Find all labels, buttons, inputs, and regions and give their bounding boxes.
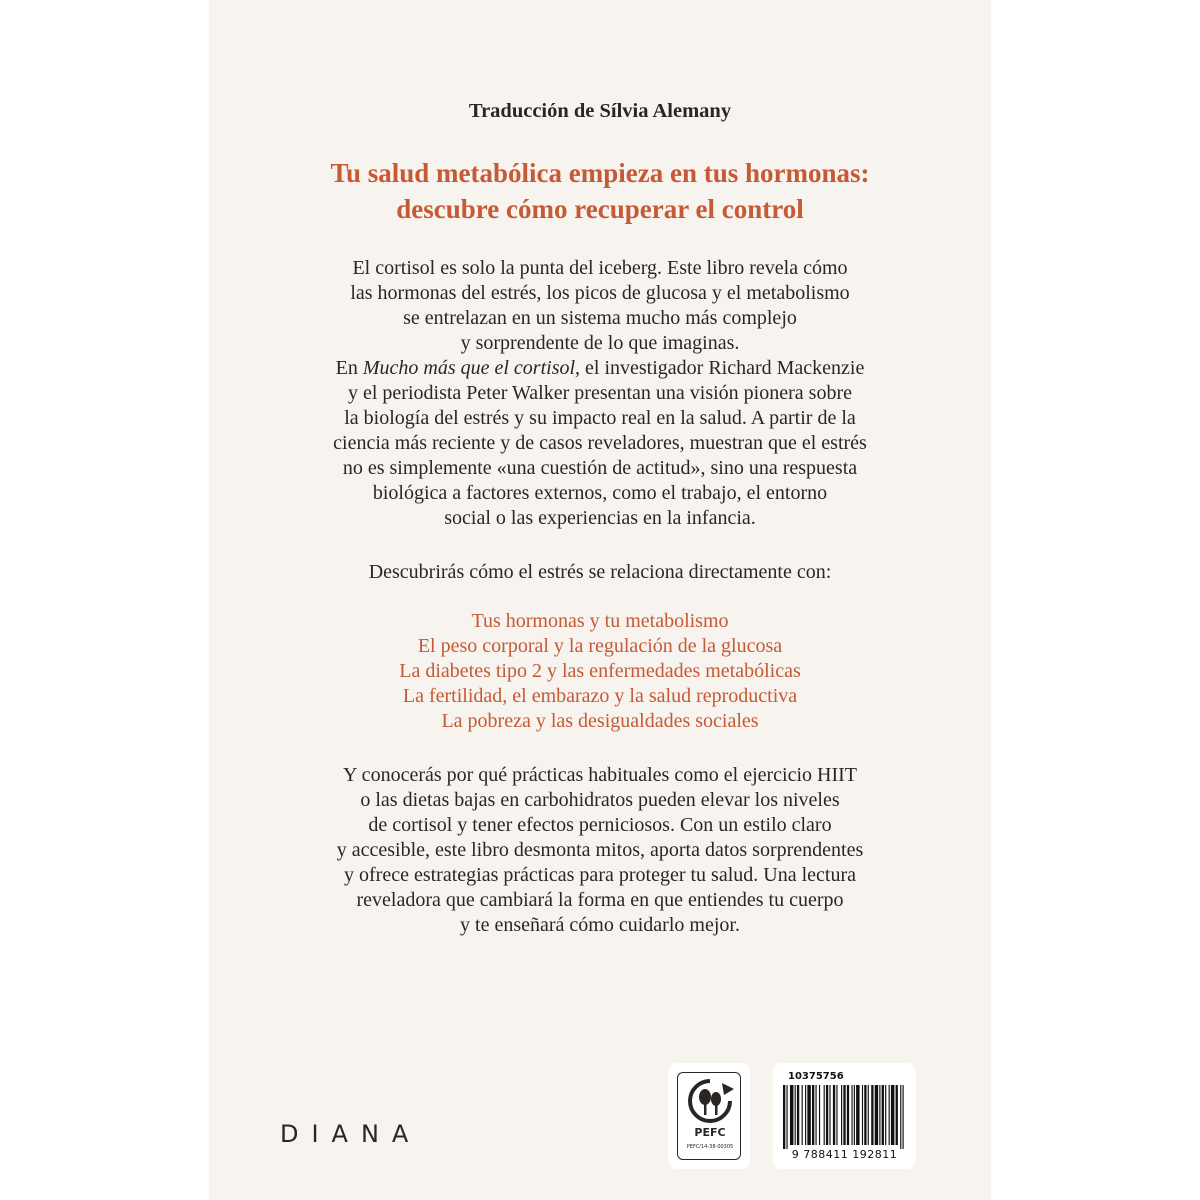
barcode-bar: [847, 1085, 849, 1145]
isbn-number: 9 788411 192811: [791, 1148, 898, 1161]
barcode-bar: [836, 1085, 837, 1145]
paragraph-line: y accesible, este libro desmonta mitos, aporta datos sorprendentes: [336, 839, 864, 861]
paragraph-line: y el periodista Peter Walker presentan una visión pionera sobre: [348, 382, 852, 404]
barcode-bar: [833, 1085, 835, 1145]
book-back-cover: [209, 0, 991, 1200]
barcode-bar: [805, 1085, 806, 1145]
paragraph-line: biológica a factores externos, como el trabajo, el entorno: [372, 482, 828, 504]
paragraph-line: reveladora que cambiará la forma en que entiendes tu cuerpo: [356, 889, 844, 911]
product-code: 10375756: [788, 1071, 844, 1082]
barcode-bar: [882, 1085, 884, 1145]
barcode-bar: [829, 1085, 830, 1145]
pefc-certification-badge: [668, 1063, 750, 1169]
barcode-bar: [896, 1085, 898, 1145]
barcode-bar: [851, 1085, 852, 1145]
barcode-bar: [891, 1085, 894, 1145]
headline-line: Tu salud metabólica empieza en tus hormonas:: [330, 158, 870, 188]
description-paragraph: [209, 256, 991, 531]
barcode-bar: [885, 1085, 886, 1145]
list-item: La fertilidad, el embarazo y la salud reproductiva: [402, 685, 798, 707]
barcode-bar: [795, 1085, 796, 1145]
barcode-bar: [824, 1085, 825, 1145]
list-item: El peso corporal y la regulación de la glucosa: [417, 635, 783, 657]
list-intro: [209, 560, 991, 585]
paragraph-line: se entrelazan en un sistema mucho más complejo: [403, 307, 797, 329]
list-item: La diabetes tipo 2 y las enfermedades metabólicas: [399, 660, 801, 682]
book-title-prefix: En: [335, 357, 363, 379]
publisher-logo: DIANA: [280, 1120, 422, 1148]
barcode-bar: [900, 1085, 901, 1149]
barcode-bar: [879, 1085, 880, 1145]
barcode-bar: [903, 1085, 904, 1149]
barcode-bar: [819, 1085, 820, 1145]
barcode-bar: [826, 1085, 828, 1145]
barcode-bar: [786, 1085, 787, 1149]
paragraph-line: Y conocerás por qué prácticas habituales como el ejercicio HIIT: [342, 764, 858, 786]
barcode-bar: [841, 1085, 842, 1145]
list-intro-text: Descubrirás cómo el estrés se relaciona directamente con:: [368, 561, 832, 583]
book-title: Mucho más que el cortisol: [362, 357, 576, 379]
paragraph-line: las hormonas del estrés, los picos de glucosa y el metabolismo: [350, 282, 850, 304]
barcode-panel: [773, 1063, 916, 1169]
pefc-tree-icon: [678, 1075, 742, 1127]
list-item: La pobreza y las desigualdades sociales: [441, 710, 759, 732]
pefc-code: PEFC/14-38-00305: [686, 1144, 734, 1150]
paragraph-line: o las dietas bajas en carbohidratos pueden elevar los niveles: [360, 789, 840, 811]
barcode-bar: [843, 1085, 845, 1145]
pefc-frame: [677, 1072, 741, 1160]
book-title-suffix: , el investigador Richard Mackenzie: [575, 357, 865, 379]
paragraph-line: de cortisol y tener efectos perniciosos. Con un estilo claro: [368, 814, 832, 836]
paragraph-line: [209, 356, 991, 381]
barcode-bar: [889, 1085, 890, 1145]
translator-credit: Traducción de Sílvia Alemany: [468, 100, 732, 122]
paragraph-line: social o las experiencias en la infancia.: [444, 507, 756, 529]
list-item: Tus hormonas y tu metabolismo: [471, 610, 729, 632]
pefc-label: PEFC: [694, 1126, 726, 1139]
barcode-bar: [871, 1085, 873, 1145]
closing-paragraph: [209, 763, 991, 938]
barcode-bar: [790, 1085, 793, 1145]
barcode-bar: [854, 1085, 855, 1145]
paragraph-line: y ofrece estrategias prácticas para proteger tu salud. Una lectura: [344, 864, 856, 886]
barcode-bar: [797, 1085, 799, 1145]
paragraph-line: no es simplemente «una cuestión de actitud», sino una respuesta: [342, 457, 858, 479]
paragraph-line: El cortisol es solo la punta del iceberg. Este libro revela cómo: [352, 257, 848, 279]
barcode-bar: [802, 1085, 803, 1145]
headline: [209, 155, 991, 227]
barcode-bar: [783, 1085, 785, 1149]
paragraph-line: la biología del estrés y su impacto real en la salud. A partir de la: [344, 407, 856, 429]
barcode-bar: [815, 1085, 816, 1145]
paragraph-line: y te enseñará cómo cuidarlo mejor.: [460, 914, 740, 936]
barcode-bar: [856, 1085, 859, 1145]
headline-line: descubre cómo recuperar el control: [396, 194, 804, 224]
barcode-bar: [875, 1085, 878, 1145]
barcode-bar: [807, 1085, 810, 1145]
paragraph-line: ciencia más reciente y de casos reveladores, muestran que el estrés: [333, 432, 867, 454]
barcode-bar: [812, 1085, 814, 1145]
barcode-bar: [862, 1085, 863, 1145]
barcode-icon: [773, 1085, 916, 1155]
barcode-bar: [864, 1085, 866, 1145]
topic-list: [209, 609, 991, 734]
barcode-bar: [868, 1085, 869, 1145]
paragraph-line: y sorprendente de lo que imaginas.: [460, 332, 740, 354]
